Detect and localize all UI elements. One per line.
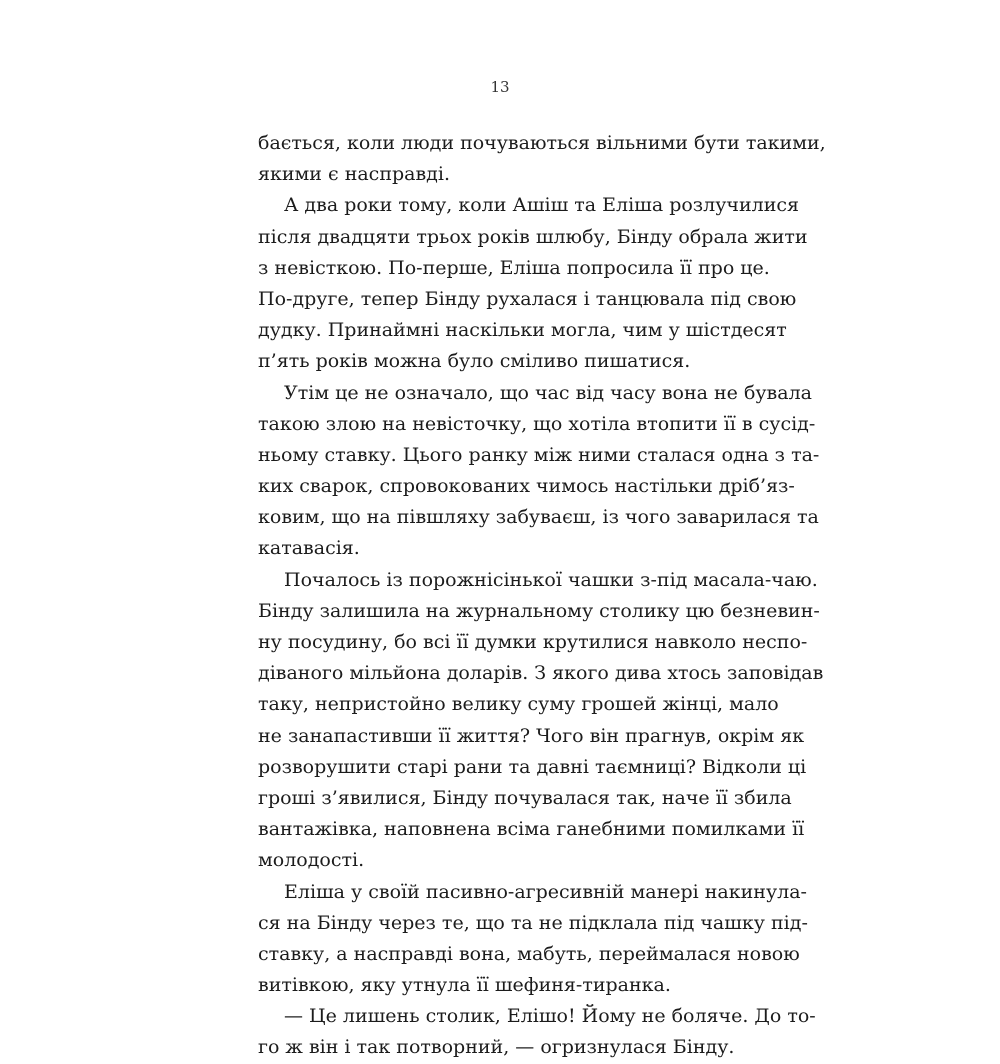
text-line: п’ять років можна було сміливо пишатися.	[258, 350, 691, 373]
text-line: Почалось із порожнісінької чашки з-під масала-чаю.	[284, 568, 818, 591]
text-line: розворушити старі рани та давні таємниці? Відколи ці	[258, 755, 807, 778]
text-line: ну посудину, бо всі її думки крутилися навколо неспо-	[258, 631, 808, 653]
text-line: вантажівка, наповнена всіма ганебними помилками її	[258, 818, 805, 841]
text-line: Еліша у своїй пасивно-агресивній манері накинула-	[284, 880, 807, 903]
page-number: 13	[490, 78, 510, 96]
text-line: не занапастивши її життя? Чого він прагнув, окрім як	[258, 724, 805, 747]
text-line: ковим, що на півшляху забуваєш, із чого заварилася та	[258, 506, 819, 529]
text-line: го ж він і так потворний, — огризнулася Бінду.	[258, 1036, 735, 1059]
text-line: таку, непристойно велику суму грошей жінці, мало	[258, 693, 779, 716]
text-line: гроші з’явилися, Бінду почувалася так, наче її збила	[258, 786, 792, 809]
text-line: якими є насправді.	[258, 163, 450, 186]
text-line: діваного мільйона доларів. З якого дива хтось заповідав	[258, 662, 824, 685]
text-line: після двадцяти трьох років шлюбу, Бінду обрала жити	[258, 225, 808, 248]
text-line: — Це лишень столик, Елішо! Йому не боляче. До то-	[284, 1005, 816, 1028]
text-line: витівкою, яку утнула її шефиня-тиранка.	[258, 974, 671, 997]
text-line: з невісткою. По-перше, Еліша попросила її про це.	[258, 256, 770, 279]
text-line: ся на Бінду через те, що та не підклала під чашку під-	[258, 911, 808, 934]
text-line: катавасія.	[258, 537, 360, 560]
body-text	[258, 128, 826, 1064]
text-line: ньому ставку. Цього ранку між ними сталася одна з та-	[258, 443, 820, 466]
text-line: По-друге, тепер Бінду рухалася і танцювала під свою	[258, 287, 797, 310]
text-line: Утім це не означало, що час від часу вона не бувала	[284, 381, 812, 404]
text-line: молодості.	[258, 849, 365, 872]
text-line: Бінду залишила на журнальному столику цю безневин-	[258, 599, 820, 622]
text-line: ких сварок, спровокованих чимось настільки дріб’яз-	[258, 475, 795, 498]
text-line: дудку. Принаймні наскільки могла, чим у шістдесят	[258, 319, 787, 342]
text-line: А два роки тому, коли Ашіш та Еліша розлучилися	[284, 194, 800, 217]
text-line: такою злою на невісточку, що хотіла втопити її в сусід-	[258, 412, 816, 435]
text-line: бається, коли люди почуваються вільними бути такими,	[258, 132, 826, 154]
text-line: ставку, а насправді вона, мабуть, переймалася новою	[258, 942, 800, 965]
